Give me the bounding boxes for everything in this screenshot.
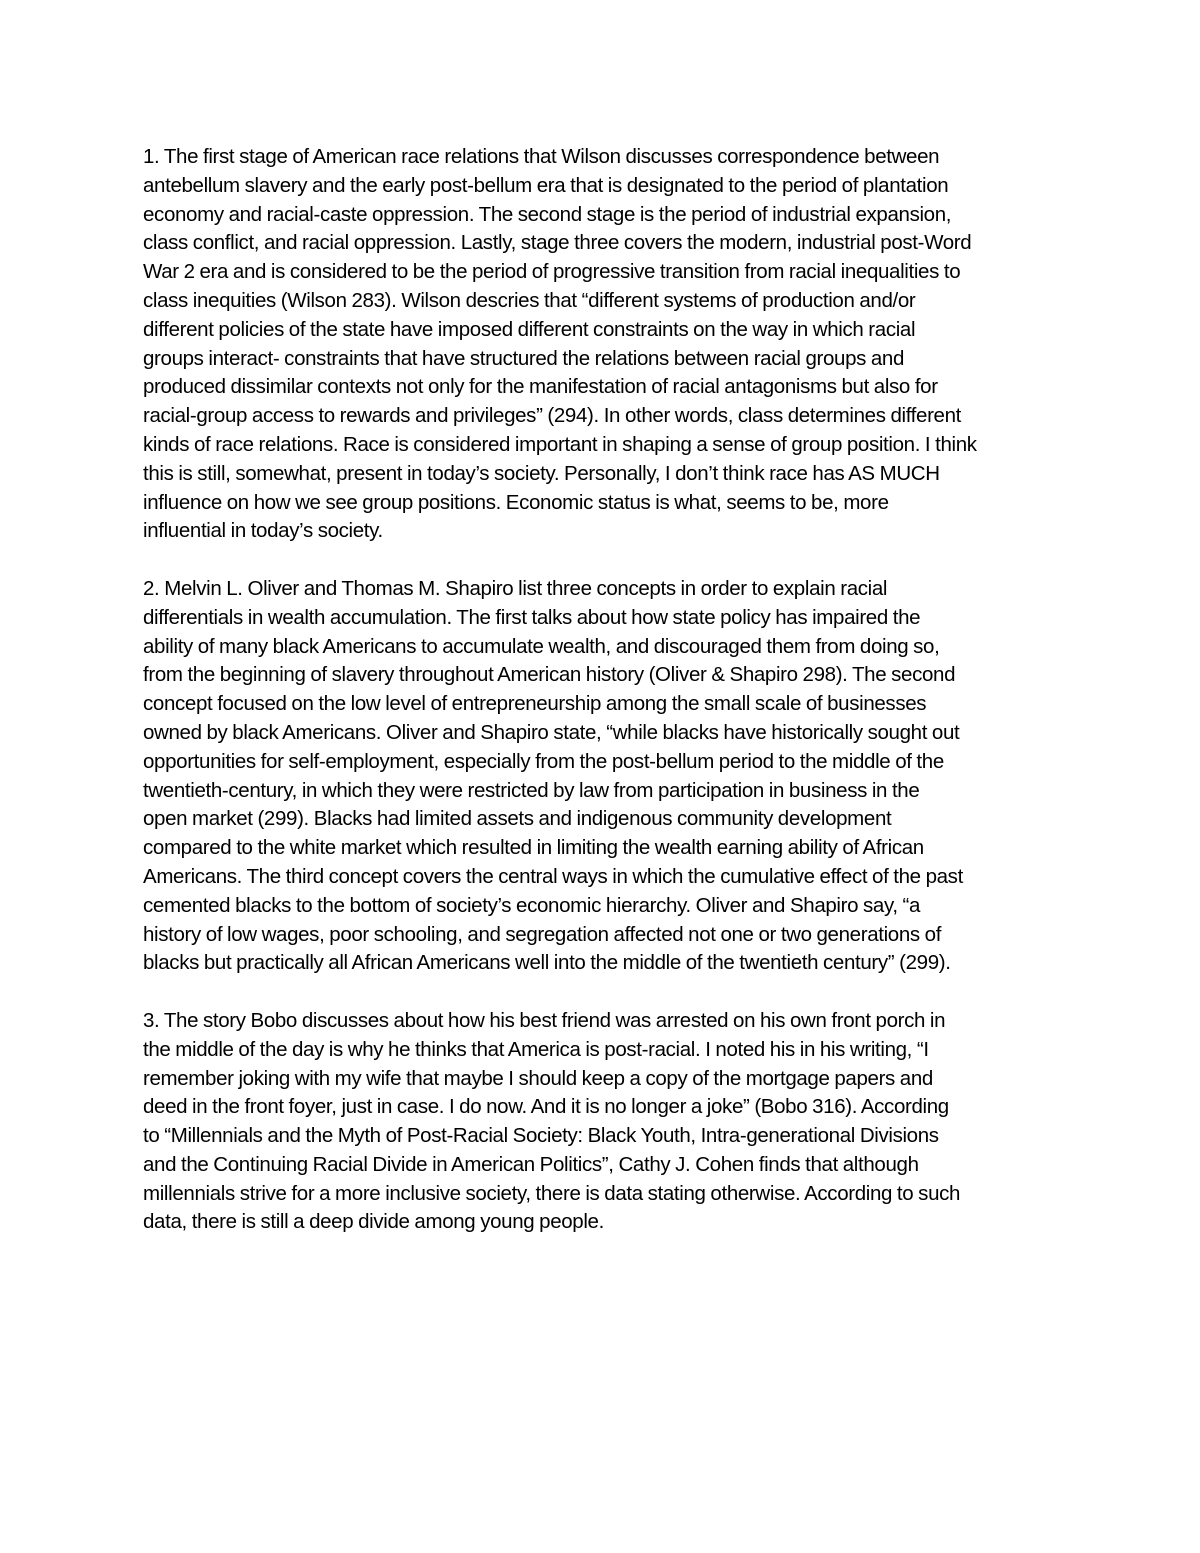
paragraph-line: and the Continuing Racial Divide in American Politics”, Cathy J. Cohen finds that although xyxy=(143,1152,919,1176)
paragraph-1 xyxy=(143,143,1073,546)
paragraph-line: deed in the front foyer, just in case. I do now. And it is no longer a joke” (Bobo 316). According xyxy=(143,1095,949,1119)
paragraph-line: concept focused on the low level of entrepreneurship among the small scale of businesses xyxy=(143,692,927,716)
paragraph-line: class inequities (Wilson 283). Wilson descries that “different systems of production and/or xyxy=(143,288,916,312)
paragraph-line: this is still, somewhat, present in today’s society. Personally, I don’t think race has AS MUCH xyxy=(143,461,940,485)
paragraph-line: history of low wages, poor schooling, and segregation affected not one or two generations of xyxy=(143,922,942,946)
paragraph-line: antebellum slavery and the early post-bellum era that is designated to the period of plantation xyxy=(143,173,949,197)
paragraph-line: cemented blacks to the bottom of society’s economic hierarchy. Oliver and Shapiro say, “a xyxy=(143,893,921,917)
paragraph-line: 1. The first stage of American race relations that Wilson discusses correspondence between xyxy=(143,145,940,168)
paragraph-line: differentials in wealth accumulation. The first talks about how state policy has impaired the xyxy=(143,605,921,629)
paragraph-line: different policies of the state have imposed different constraints on the way in which racial xyxy=(143,317,916,341)
paragraph-line: data, there is still a deep divide among young people. xyxy=(143,1210,604,1234)
paragraph-line: ability of many black Americans to accumulate wealth, and discouraged them from doing so, xyxy=(143,634,940,658)
paragraph-line: twentieth-century, in which they were restricted by law from participation in business in the xyxy=(143,778,920,802)
paragraph-line: compared to the white market which resulted in limiting the wealth earning ability of African xyxy=(143,836,924,860)
paragraph-line: remember joking with my wife that maybe I should keep a copy of the mortgage papers and xyxy=(143,1066,933,1090)
paragraph-line: 2. Melvin L. Oliver and Thomas M. Shapiro list three concepts in order to explain racial xyxy=(143,576,888,600)
paragraph-line: open market (299). Blacks had limited assets and indigenous community development xyxy=(143,807,892,831)
paragraph-line: War 2 era and is considered to be the period of progressive transition from racial inequalities to xyxy=(143,260,961,284)
paragraph-line: the middle of the day is why he thinks that America is post-racial. I noted his in his writing, “I xyxy=(143,1037,929,1061)
paragraph-3 xyxy=(143,1007,1073,1237)
document-body xyxy=(143,143,1073,1266)
paragraph-2 xyxy=(143,575,1073,978)
paragraph-line: produced dissimilar contexts not only for the manifestation of racial antagonisms but also for xyxy=(143,375,938,399)
paragraph-line: Americans. The third concept covers the central ways in which the cumulative effect of the past xyxy=(143,864,963,888)
paragraph-line: millennials strive for a more inclusive society, there is data stating otherwise. According to such xyxy=(143,1181,961,1205)
paragraph-line: opportunities for self-employment, especially from the post-bellum period to the middle of the xyxy=(143,749,944,773)
paragraph-line: influential in today’s society. xyxy=(143,519,383,543)
paragraph-line: 3. The story Bobo discusses about how his best friend was arrested on his own front porch in xyxy=(143,1008,946,1032)
paragraph-line: kinds of race relations. Race is considered important in shaping a sense of group position. I think xyxy=(143,432,977,456)
paragraph-line: blacks but practically all African Americans well into the middle of the twentieth century” (299). xyxy=(143,951,951,975)
paragraph-line: owned by black Americans. Oliver and Shapiro state, “while blacks have historically sought out xyxy=(143,720,960,744)
paragraph-line: economy and racial-caste oppression. The second stage is the period of industrial expansion, xyxy=(143,202,952,226)
paragraph-line: groups interact- constraints that have structured the relations between racial groups and xyxy=(143,346,905,370)
paragraph-line: from the beginning of slavery throughout American history (Oliver & Shapiro 298). The second xyxy=(143,663,956,687)
paragraph-line: racial-group access to rewards and privileges” (294). In other words, class determines different xyxy=(143,404,961,428)
paragraph-line: class conflict, and racial oppression. Lastly, stage three covers the modern, industrial post-Word xyxy=(143,231,972,255)
paragraph-line: influence on how we see group positions. Economic status is what, seems to be, more xyxy=(143,490,889,514)
paragraph-line: to “Millennials and the Myth of Post-Racial Society: Black Youth, Intra-generational Divisions xyxy=(143,1124,939,1148)
